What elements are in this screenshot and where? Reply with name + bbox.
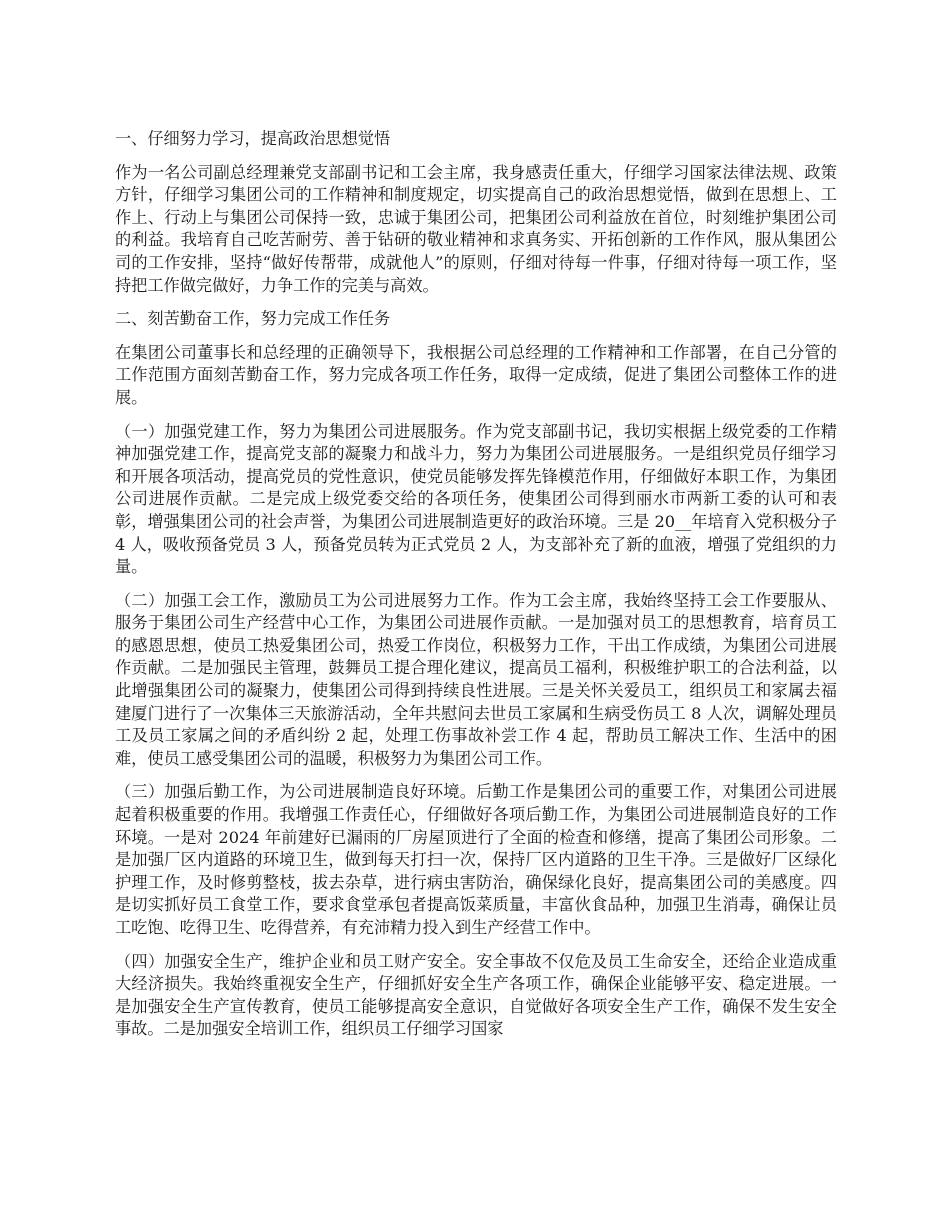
paragraph-6: （四）加强安全生产，维护企业和员工财产安全。安全事故不仅危及员工生命安全，还给企业造成重大经济损失。我始终重视安全生产，仔细抓好安全生产各项工作，确保企业能够平安、稳定进展。一是加强安全生产宣传教育，使员工能够提高安全意识，自觉做好各项安全生产工作，确保不发生安全事故。二是加强安全培训工作，组织员工仔细学习国家 — [115, 951, 837, 1039]
document-body — [115, 128, 837, 1052]
paragraph-5: （三）加强后勤工作，为公司进展制造良好环境。后勤工作是集团公司的重要工作，对集团公司进展起着积极重要的作用。我增强工作责任心，仔细做好各项后勤工作，为集团公司进展制造良好的工作环境。一是对 2024 年前建好已漏雨的厂房屋顶进行了全面的检查和修缮，提高了集团公司形象。二是加强厂区内道路的环境卫生，做到每天打扫一次，保持厂区内道路的卫生干净。三是做好厂区绿化护理工作，及时修剪整枝，拔去杂草，进行病虫害防治，确保绿化良好，提高集团公司的美感度。四是切实抓好员工食堂工作，要求食堂承包者提高饭菜质量，丰富伙食品种，加强卫生消毒，确保让员工吃饱、吃得卫生、吃得营养，有充沛精力投入到生产经营工作中。 — [115, 782, 837, 937]
section-heading-2: 二、刻苦勤奋工作，努力完成工作任务 — [115, 309, 391, 329]
paragraph-3: （一）加强党建工作，努力为集团公司进展服务。作为党支部副书记，我切实根据上级党委的工作精神加强党建工作，提高党支部的凝聚力和战斗力，努力为集团公司进展服务。一是组织党员仔细学习和开展各项活动，提高党员的党性意识，使党员能够发挥先锋模范作用，仔细做好本职工作，为集团公司进展作贡献。二是完成上级党委交给的各项任务，使集团公司得到丽水市两新工委的认可和表彰，增强集团公司的社会声誉，为集团公司进展制造更好的政治环境。三是 20__年培育入党积极分子 4 人，吸收预备党员 3 人，预备党员转为正式党员 2 人，为支部补充了新的血液，增强了党组织的力量。 — [115, 421, 837, 577]
paragraph-2: 在集团公司董事长和总经理的正确领导下，我根据公司总经理的工作精神和工作部署，在自己分管的工作范围方面刻苦勤奋工作，努力完成各项工作任务，取得一定成绩，促进了集团公司整体工作的进展。 — [115, 342, 837, 407]
paragraph-4: （二）加强工会工作，激励员工为公司进展努力工作。作为工会主席，我始终坚持工会工作要服从、服务于集团公司生产经营中心工作，为集团公司进展作贡献。一是加强对员工的思想教育，培育员工的感恩思想，使员工热爱集团公司，热爱工作岗位，积极努力工作，干出工作成绩，为集团公司进展作贡献。二是加强民主管理，鼓舞员工提合理化建议，提高员工福利，积极维护职工的合法利益，以此增强集团公司的凝聚力，使集团公司得到持续良性进展。三是关怀关爱员工，组织员工和家属去福建厦门进行了一次集体三天旅游活动，全年共慰问去世员工家属和生病受伤员工 8 人次，调解处理员工及员工家属之间的矛盾纠纷 2 起，处理工伤事故补尝工作 4 起，帮助员工解决工作、生活中的困难，使员工感受集团公司的温暖，积极努力为集团公司工作。 — [115, 590, 837, 768]
paragraph-1: 作为一名公司副总经理兼党支部副书记和工会主席，我身感责任重大，仔细学习国家法律法规、政策方针，仔细学习集团公司的工作精神和制度规定，切实提高自己的政治思想觉悟，做到在思想上、工作上、行动上与集团公司保持一致，忠诚于集团公司，把集团公司利益放在首位，时刻维护集团公司的利益。我培育自己吃苦耐劳、善于钻研的敬业精神和求真务实、开拓创新的工作作风，服从集团公司的工作安排，坚持“做好传帮带，成就他人”的原则，仔细对待每一件事，仔细对待每一项工作，坚持把工作做完做好，力争工作的完美与高效。 — [115, 162, 837, 295]
section-heading-1: 一、仔细努力学习，提高政治思想觉悟 — [115, 129, 391, 148]
